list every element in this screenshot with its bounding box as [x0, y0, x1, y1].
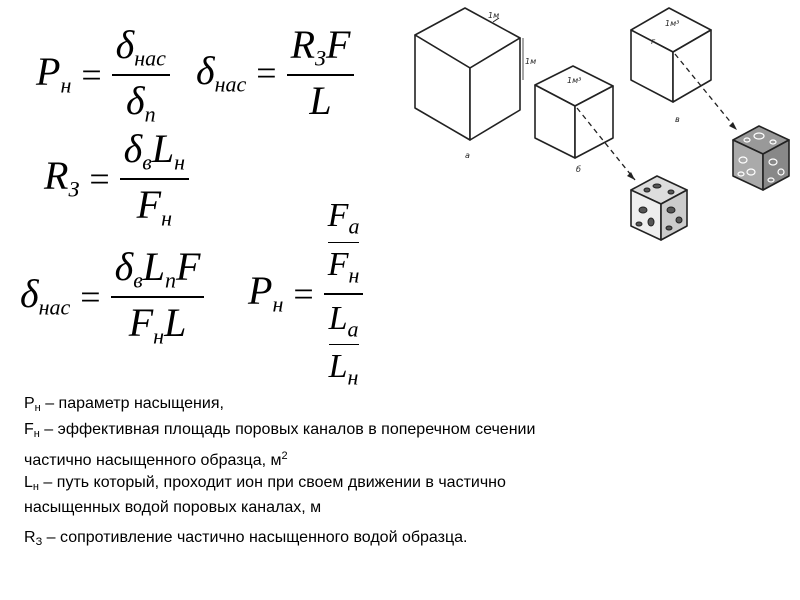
fraction [287, 24, 355, 122]
symbol-f: F [325, 22, 351, 67]
fraction [112, 24, 170, 126]
symbol-l: L [164, 299, 187, 345]
symbol-f: F [128, 299, 154, 345]
formula-lhs [36, 49, 72, 99]
subscript: З [35, 536, 43, 549]
subscript: н [174, 149, 185, 175]
subscript: З [315, 45, 326, 71]
fraction [120, 128, 189, 230]
subscript: в [142, 149, 152, 175]
cube-illustration [395, 0, 800, 250]
cube-a-side-label: 1м [525, 57, 537, 66]
subscript: п [165, 267, 176, 293]
subscript: в [133, 267, 143, 293]
definition-pn [24, 393, 604, 419]
cube-c-volume-label: 1м³ [665, 19, 680, 28]
symbol-l: L [309, 77, 332, 123]
fraction-bar [111, 296, 205, 298]
cube-a-dim-label: 1м [488, 11, 500, 20]
symbol-f: F [176, 244, 201, 289]
symbol-f: F [327, 245, 349, 283]
symbol-f: F [136, 181, 162, 227]
subscript: н [153, 323, 165, 349]
symbol-definitions [24, 393, 604, 553]
definition-text: – сопротивление частично насыщенного водой образца. [42, 529, 468, 547]
fraction-bar [287, 74, 355, 76]
spacer [24, 519, 604, 527]
subscript: нас [214, 71, 247, 97]
definition-r3 [24, 527, 604, 553]
lower-fraction [325, 301, 363, 390]
symbol-l: L [151, 126, 175, 171]
symbol-p: P [248, 268, 273, 314]
equals-sign: = [80, 276, 101, 317]
subscript: нас [38, 295, 71, 321]
symbol-delta: δ [114, 244, 134, 289]
equals-sign: = [89, 158, 110, 199]
symbol-delta: δ [126, 77, 145, 123]
symbol: L [24, 473, 33, 491]
definition-ln [24, 472, 604, 520]
symbol-l: L [328, 348, 348, 386]
fraction-bar [120, 178, 189, 180]
porous-cube-small [631, 176, 687, 240]
upper-fraction [324, 198, 364, 287]
subscript: н [32, 480, 39, 493]
definition-fn [24, 419, 604, 472]
equals-sign: = [293, 273, 314, 314]
symbol-f: F [327, 197, 349, 234]
subscript: а [347, 316, 359, 342]
formula-lhs [44, 153, 80, 203]
subscript: н [34, 401, 41, 414]
subscript: н [161, 205, 172, 231]
symbol: Р [24, 395, 35, 412]
symbol-r: R [44, 153, 69, 199]
definition-text: – эффективная площадь поровых каналов в поперечном сечении частично насыщенного образца, м [24, 420, 536, 469]
symbol-delta: δ [20, 271, 39, 317]
cube-c-corner-label: г [651, 37, 656, 46]
subscript: н [348, 262, 360, 288]
fraction-bar [112, 74, 170, 76]
symbol-l: L [328, 299, 348, 337]
equals-sign: = [81, 54, 102, 95]
symbol-delta: δ [115, 22, 135, 67]
subscript: н [347, 365, 359, 391]
equals-sign: = [256, 52, 277, 93]
subscript: З [68, 177, 80, 203]
symbol-delta: δ [123, 126, 143, 171]
main-fraction-bar [324, 293, 364, 295]
symbol-p: P [36, 49, 61, 95]
formula-delta-saturation-expanded [20, 246, 204, 348]
formula-saturation-parameter-ratio [248, 198, 363, 389]
caption-a: а [465, 151, 470, 160]
cube-b-volume-label: 1м³ [567, 76, 582, 85]
symbol: F [24, 420, 34, 438]
superscript: 2 [281, 449, 288, 462]
fraction-bar [328, 242, 360, 243]
formula-lhs [20, 271, 71, 321]
porous-cube-large [733, 126, 789, 190]
subscript: н [60, 73, 72, 99]
formula-lhs [248, 268, 284, 317]
subscript: п [144, 101, 156, 127]
subscript: а [348, 213, 360, 239]
symbol-delta: δ [196, 47, 215, 93]
caption-c: в [675, 115, 680, 124]
definition-text: – параметр насыщения, [40, 395, 224, 412]
formula-saturation-parameter [36, 24, 170, 126]
caption-b: б [576, 165, 581, 174]
cube-a [415, 8, 523, 140]
subscript: н [272, 291, 284, 317]
symbol: R [24, 529, 36, 547]
fraction [111, 246, 205, 348]
fraction-bar [329, 344, 359, 345]
formula-delta-saturation [196, 24, 354, 122]
definition-text: – путь который, проходит ион при своем движении в частично насыщенных водой поровых каналах, м [24, 473, 506, 517]
compound-fraction [324, 198, 364, 389]
formula-resistance [44, 128, 189, 230]
symbol-r: R [290, 22, 316, 67]
subscript: н [33, 427, 40, 440]
formula-lhs [196, 47, 247, 97]
subscript: нас [134, 45, 166, 71]
symbol-l: L [142, 244, 165, 289]
